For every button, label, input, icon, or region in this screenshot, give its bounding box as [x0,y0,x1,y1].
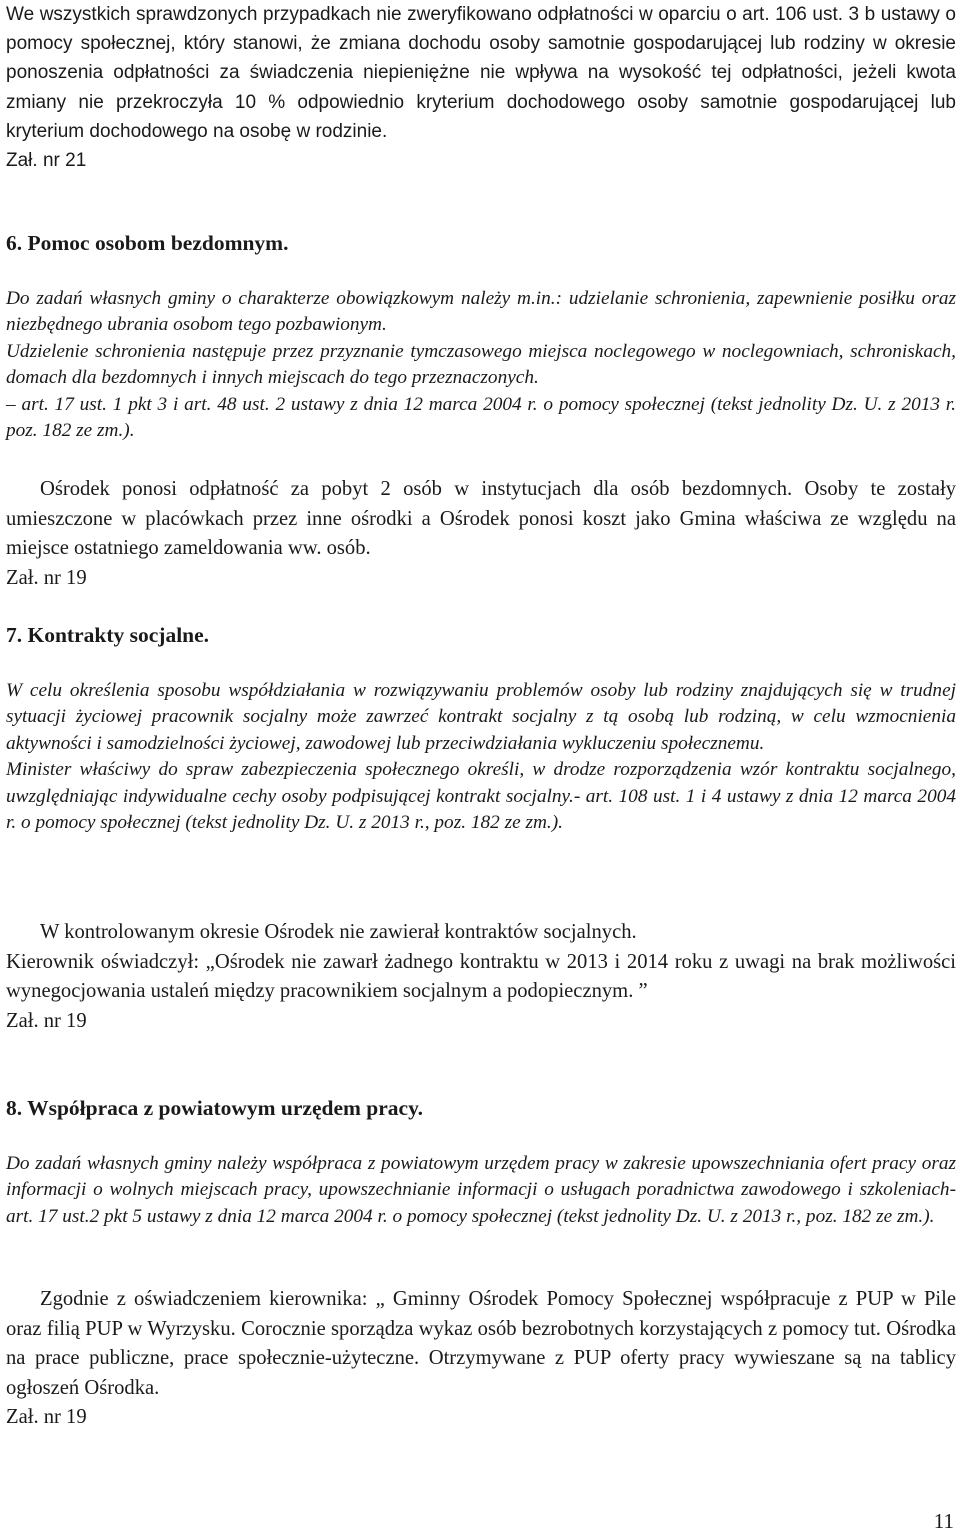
legal-paragraph: Do zadań własnych gminy o charakterze obowiązkowym należy m.in.: udzielanie schronienia, zapewnienie posiłku oraz niezbędnego ubrania osobom tego pozbawionym. [6,288,956,336]
attachment-reference: Zał. nr 21 [6,150,87,172]
legal-paragraph: Minister właściwy do spraw zabezpieczenia społecznego określi, w drodze rozporządzenia wzór kontraktu socjalnego, uwzględniając indywidualne cechy osoby podpisującej kontrakt socjalny.- art. 108 ust. 1 i 4 ustawy z dnia 12 marca 2004 r. o pomocy społecznej (tekst jednolity Dz. U. z 2013 r., poz. 182 ze zm.). [6,759,956,834]
finding-paragraph: W kontrolowanym okresie Ośrodek nie zawierał kontraktów socjalnych. [40,921,637,943]
finding-paragraph: Ośrodek ponosi odpłatność za pobyt 2 osób w instytucjach dla osób bezdomnych. Osoby te zostały umieszczone w placówkach przez inne ośrodki a Ośrodek ponosi koszt jako Gmina właściwa ze względu na miejsce ostatniego zameldowania ww. osób. [6,478,956,560]
statement-paragraph: Kierownik oświadczył: „Ośrodek nie zawarł żadnego kontraktu w 2013 i 2014 roku z uwagi na brak możliwości wynegocjowania ustaleń między pracownikiem socjalnym a podopiecznym. ” [6,950,956,1003]
attachment-reference: Zał. nr 19 [6,566,87,589]
attachment-reference: Zał. nr 19 [6,1406,87,1429]
legal-paragraph: W celu określenia sposobu współdziałania w rozwiązywaniu problemów osoby lub rodziny znajdujących się w trudnej sytuacji życiowej pracownik socjalny może zawrzeć kontrakt socjalny z tą osobą lub rodziną, w celu wzmocnienia aktywności i samodzielności życiowej, zawodowej lub przeciwdziałania wykluczeniu społecznemu. [6,680,956,754]
section-6-findings [6,475,956,593]
legal-paragraph: Do zadań własnych gminy należy współpraca z powiatowym urzędem pracy w zakresie upowszechniania ofert pracy oraz informacji o wolnych miejscach pracy, upowszechnianie informacji o usługach poradnictwa zawodowego i szkoleniach- art. 17 ust.2 pkt 5 ustawy z dnia 12 marca 2004 r. o pomocy społecznej (tekst jednolity Dz. U. z 2013 r., poz. 182 ze zm.). [6,1153,956,1227]
page-number: 11 [933,1509,954,1533]
section-7-heading: 7. Kontrakty socjalne. [6,623,210,647]
finding-paragraph: Zgodnie z oświadczeniem kierownika: „ Gminny Ośrodek Pomocy Społecznej współpracuje z PUP w Pile oraz filią PUP w Wyrzysku. Corocznie sporządza wykaz osób bezrobotnych korzystających z pomocy tut. Ośrodka na prace publiczne, prace społecznie-użyteczne. Otrzymywane z PUP oferty pracy wywieszane są na tablicy ogłoszeń Ośrodka. [6,1288,956,1399]
legal-reference: – art. 17 ust. 1 pkt 3 i art. 48 ust. 2 ustawy z dnia 12 marca 2004 r. o pomocy społecznej (tekst jednolity Dz. U. z 2013 r. poz. 182 ze zm.). [6,393,956,442]
attachment-reference: Zał. nr 19 [6,1009,87,1032]
section-7-findings [6,918,956,1036]
legal-paragraph: Udzielenie schronienia następuje przez przyznanie tymczasowego miejsca noclegowego w noclegowniach, schroniskach, domach dla bezdomnych i innych miejscach do tego przeznaczonych. [6,340,956,389]
section-7-legal-basis [6,678,956,836]
section-8-legal-basis [6,1151,956,1230]
section-6-legal-basis [6,286,956,444]
section-8-heading: 8. Współpraca z powiatowym urzędem pracy. [6,1096,424,1120]
section-5-continuation [6,0,956,175]
paragraph-odplatnosc-finding: We wszystkich sprawdzonych przypadkach nie zweryfikowano odpłatności w oparciu o art. 106 ust. 3 b ustawy o pomocy społecznej, który stanowi, że zmiana dochodu osoby samotnie gospodarującej lub rodziny w okresie ponoszenia odpłatności za świadczenia niepieniężne nie wpływa na wysokość tej odpłatności, jeżeli kwota zmiany nie przekroczyła 10 % odpowiednio kryterium dochodowego osoby samotnie gospodarującej lub kryterium dochodowego na osobę w rodzinie. [6,4,956,142]
section-6-heading: 6. Pomoc osobom bezdomnym. [6,231,289,255]
section-8-findings [6,1285,956,1433]
